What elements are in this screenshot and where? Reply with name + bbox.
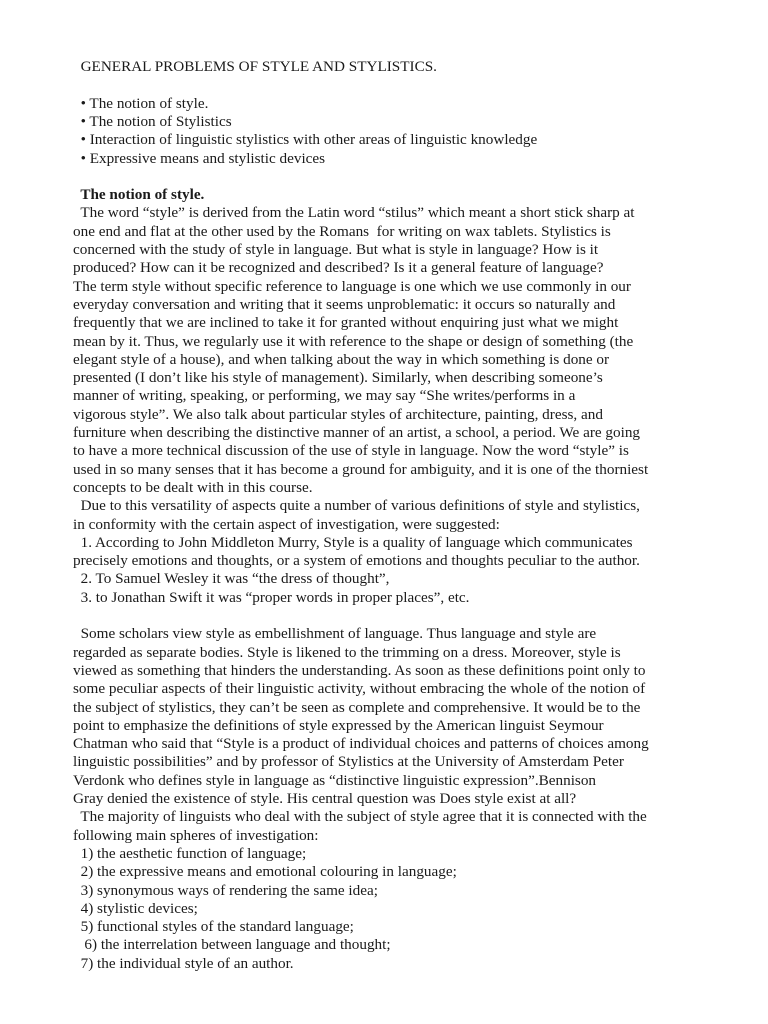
text-line: 1) the aesthetic function of language; <box>73 844 307 862</box>
text-line: manner of writing, speaking, or performing, we may say “She writes/performs in a <box>73 387 576 405</box>
text-line: 2. To Samuel Wesley it was “the dress of thought”, <box>73 570 390 588</box>
text-line: 6) the interrelation between language and thought; <box>73 936 391 954</box>
text-line: 7) the individual style of an author. <box>73 954 294 972</box>
text-line: • Interaction of linguistic stylistics with other areas of linguistic knowledge <box>73 131 538 149</box>
text-line: concepts to be dealt with in this course. <box>73 478 313 496</box>
text-line: one end and flat at the other used by the Romans for writing on wax tablets. Stylistics is <box>73 222 611 240</box>
text-line: 5) functional styles of the standard language; <box>73 918 354 936</box>
text-line: viewed as something that hinders the understanding. As soon as these definitions point only to <box>73 661 646 679</box>
text-line: point to emphasize the definitions of style expressed by the American linguist Seymour <box>73 716 604 734</box>
text-line: 3) synonymous ways of rendering the same idea; <box>73 881 378 899</box>
text-line: Gray denied the existence of style. His central question was Does style exist at all? <box>73 790 577 807</box>
text-line: produced? How can it be recognized and described? Is it a general feature of language? <box>73 259 604 277</box>
document-title: GENERAL PROBLEMS OF STYLE AND STYLISTICS. <box>73 58 437 75</box>
text-line: Due to this versatility of aspects quite a number of various definitions of style and stylistics, <box>73 497 640 515</box>
text-line: to have a more technical discussion of the use of style in language. Now the word “style” is <box>73 442 629 460</box>
text-line: furniture when describing the distinctive manner of an artist, a school, a period. We are going <box>73 424 641 441</box>
text-line: Some scholars view style as embellishment of language. Thus language and style are <box>73 625 597 643</box>
text-line: linguistic possibilities” and by professor of Stylistics at the University of Amsterdam Peter <box>73 753 624 771</box>
text-line: mean by it. Thus, we regularly use it with reference to the shape or design of something (the <box>73 332 634 350</box>
text-line: used in so many senses that it has become a ground for ambiguity, and it is one of the thorniest <box>73 460 649 478</box>
section-heading: The notion of style. <box>73 186 205 204</box>
text-line: The term style without specific reference to language is one which we use commonly in our <box>73 277 631 295</box>
text-line: everyday conversation and writing that it seems unproblematic: it occurs so naturally and <box>73 295 616 313</box>
text-line: 1. According to John Middleton Murry, Style is a quality of language which communicates <box>73 533 633 551</box>
text-line: precisely emotions and thoughts, or a system of emotions and thoughts peculiar to the author. <box>73 552 640 570</box>
text-line: following main spheres of investigation: <box>73 826 319 844</box>
text-line: vigorous style”. We also talk about particular styles of architecture, painting, dress, and <box>73 405 603 423</box>
text-line: • Expressive means and stylistic devices <box>73 149 326 167</box>
text-line: Chatman who said that “Style is a product of individual choices and patterns of choices among <box>73 735 649 753</box>
text-line: 3. to Jonathan Swift it was “proper words in proper places”, etc. <box>73 588 470 606</box>
text-line: The majority of linguists who deal with the subject of style agree that it is connected with the <box>73 808 647 826</box>
text-line: • The notion of Stylistics <box>73 112 232 130</box>
text-line: • The notion of style. <box>73 94 209 112</box>
text-line: in conformity with the certain aspect of investigation, were suggested: <box>73 515 500 533</box>
text-line: the subject of stylistics, they can’t be seen as complete and comprehensive. It would be to the <box>73 698 641 716</box>
text-line: presented (I don’t like his style of management). Similarly, when describing someone’s <box>73 369 603 387</box>
text-line: frequently that we are inclined to take it for granted without enquiring just what we might <box>73 314 619 332</box>
text-line: 2) the expressive means and emotional colouring in language; <box>73 863 457 881</box>
text-line: regarded as separate bodies. Style is likened to the trimming on a dress. Moreover, style is <box>73 643 621 661</box>
text-line: elegant style of a house), and when talking about the way in which something is done or <box>73 350 610 368</box>
text-line: concerned with the study of style in language. But what is style in language? How is it <box>73 241 599 258</box>
text-line: The word “style” is derived from the Latin word “stilus” which meant a short stick sharp at <box>73 204 635 222</box>
text-line: 4) stylistic devices; <box>73 899 198 917</box>
text-line: some peculiar aspects of their linguistic activity, without embracing the whole of the notion of <box>73 680 646 698</box>
text-line: Verdonk who defines style in language as “distinctive linguistic expression”.Bennison <box>73 771 597 789</box>
